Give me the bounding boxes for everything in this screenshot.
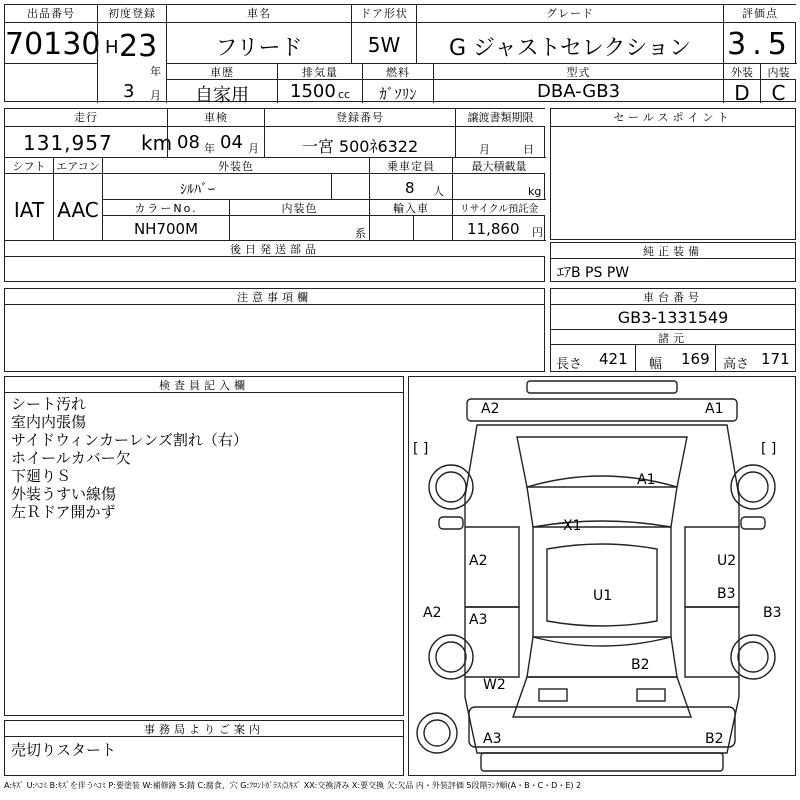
reg-number: 一宮 500ﾈ6322 [301,137,419,156]
length-label: 長さ [556,357,583,372]
model-label: 型式 [434,64,723,80]
mileage-label: 走行 [5,109,167,127]
color-no-label: カラーNo. [103,200,229,216]
recycle-unit: 円 [532,226,543,239]
door-type: 5W [367,33,401,57]
damage-mark: B3 [717,586,736,602]
damage-mark: A3 [483,731,502,747]
first-reg-year-unit: 年 [150,65,161,78]
chassis-label: 車台番号 [551,289,795,305]
transfer-day: 日 [523,143,534,156]
bracket-left: [ ] [413,441,429,457]
fuel: ｶﾞｿﾘﾝ [379,85,417,103]
lot-number-label: 出品番号 [5,5,97,23]
score-label: 評価点 [724,5,796,23]
first-reg-label: 初度登録 [98,5,166,23]
inspector-note: 下廻りＳ [11,467,72,485]
history: 自家用 [195,85,249,106]
notes-label: 注意事項欄 [5,289,544,305]
inspector-notes-block [4,376,404,716]
notes-block [4,288,545,372]
damage-mark: A2 [423,605,442,621]
car-name: フリード [215,36,303,61]
length: 421 [599,350,628,368]
damage-mark: B2 [631,657,650,673]
vehicle-info-block [4,108,545,282]
factory-equipment-label: 純正装備 [551,243,795,259]
exterior-label: 外装 [724,64,760,80]
damage-mark: A2 [481,401,500,417]
import-label: 輸入車 [370,200,452,216]
inspector-note: 外装うすい線傷 [11,485,117,503]
recycle-fee: 11,860 [467,220,520,238]
first-reg-month-unit: 月 [150,89,161,102]
inspector-note: ホイールカバー欠 [11,449,131,467]
office-notice-block [4,720,404,776]
inspector-notes-label: 検査員記入欄 [5,377,403,393]
car-outline-drawing [409,377,795,775]
damage-mark: A2 [469,553,488,569]
displacement: 1500 [290,81,336,102]
factory-equipment-block [550,242,796,282]
mileage-unit: km [141,131,173,155]
max-load-unit: kg [528,185,542,198]
damage-mark: A3 [469,612,488,628]
inspector-notes-list [11,395,248,521]
office-notice-label: 事務局よりご案内 [5,721,403,737]
transfer-deadline-label: 譲渡書類期限 [456,109,545,127]
inspector-note: 室内内張傷 [11,413,87,431]
damage-mark: A1 [705,401,724,417]
legend: A:ｷｽﾞ U:ﾍｺﾐ B:ｷｽﾞを伴うﾍｺﾐ P:要塗装 W:補修跡 S:錆 C:腐食、穴 G:ﾌﾛﾝﾄｶﾞﾗｽ点ｷｽﾞ XX:交換済み X:要交換 欠:欠品 内・外装評価 5段階ﾗﾝｸ順(A・B・C・D・E) 2 [4,781,582,790]
height-label: 高さ [723,357,750,372]
office-notice: 売切りスタート [11,741,117,759]
inspector-note: サイドウィンカーレンズ割れ（右） [11,431,248,449]
header-block [4,4,796,106]
displacement-unit: cc [338,88,351,101]
car-name-label: 車名 [167,5,351,23]
capacity-label: 乗車定員 [370,158,452,174]
grade: G ジャストセレクション [448,36,692,61]
width-label: 幅 [649,357,663,372]
damage-mark: X1 [563,518,582,534]
first-reg-era: H [105,37,119,58]
sales-point-label: セールスポイント [551,109,795,127]
recycle-label: リサイクル預託金 [453,200,545,216]
damage-mark: B3 [763,605,782,621]
chassis-number: GB3-1331549 [617,308,729,327]
damage-diagram [408,376,796,776]
exterior-grade: D [734,81,750,105]
inspector-note: 左Ｒドア開かず [11,503,116,521]
fuel-label: 燃料 [363,64,433,80]
damage-mark: W2 [483,677,506,693]
history-label: 車歴 [167,64,277,80]
inspection-month: 04 [220,132,243,153]
model: DBA-GB3 [536,81,621,102]
ac-label: エアコン [54,158,102,174]
sales-point-block [550,108,796,240]
inspection-label: 車検 [168,109,264,127]
first-reg-month: 3 [123,81,135,102]
shift: IAT [13,198,45,222]
mileage: 131,957 [23,131,113,155]
inspector-note: シート汚れ [11,395,87,413]
grade-label: グレード [417,5,723,23]
factory-equipment: ｴｱB PS PW [557,265,630,281]
height: 171 [761,350,790,368]
interior-grade: C [771,81,786,105]
damage-mark: U1 [593,588,613,604]
ext-color-label: 外装色 [103,158,369,174]
score: 3.5 [727,27,793,62]
interior-label: 内装 [761,64,796,80]
int-color-suffix: 系 [355,227,366,240]
inspection-year: 08 [177,132,200,153]
ext-color: ｼﾙﾊﾞｰ [180,182,215,198]
displacement-label: 排気量 [278,64,362,80]
door-label: ドア形状 [352,5,416,23]
color-no: NH700M [133,220,199,238]
damage-mark: A1 [637,472,656,488]
later-parts-label: 後日発送部品 [5,241,545,257]
damage-mark: B2 [705,731,724,747]
capacity: 8 [405,179,415,197]
shift-label: シフト [5,158,53,174]
int-color-label: 内装色 [230,200,369,216]
lot-number: 70130 [5,27,101,62]
inspection-year-unit: 年 [204,142,215,155]
ac: AAC [57,198,99,222]
inspection-month-unit: 月 [248,142,259,155]
capacity-unit: 人 [433,185,444,198]
damage-mark: U2 [717,553,737,569]
chassis-block [550,288,796,372]
max-load-label: 最大積載量 [453,158,545,174]
width: 169 [681,350,710,368]
specs-label: 諸元 [551,329,795,345]
transfer-month: 月 [479,143,490,156]
bracket-right: [ ] [761,441,777,457]
first-reg-year: 23 [119,29,158,64]
reg-number-label: 登録番号 [265,109,455,127]
